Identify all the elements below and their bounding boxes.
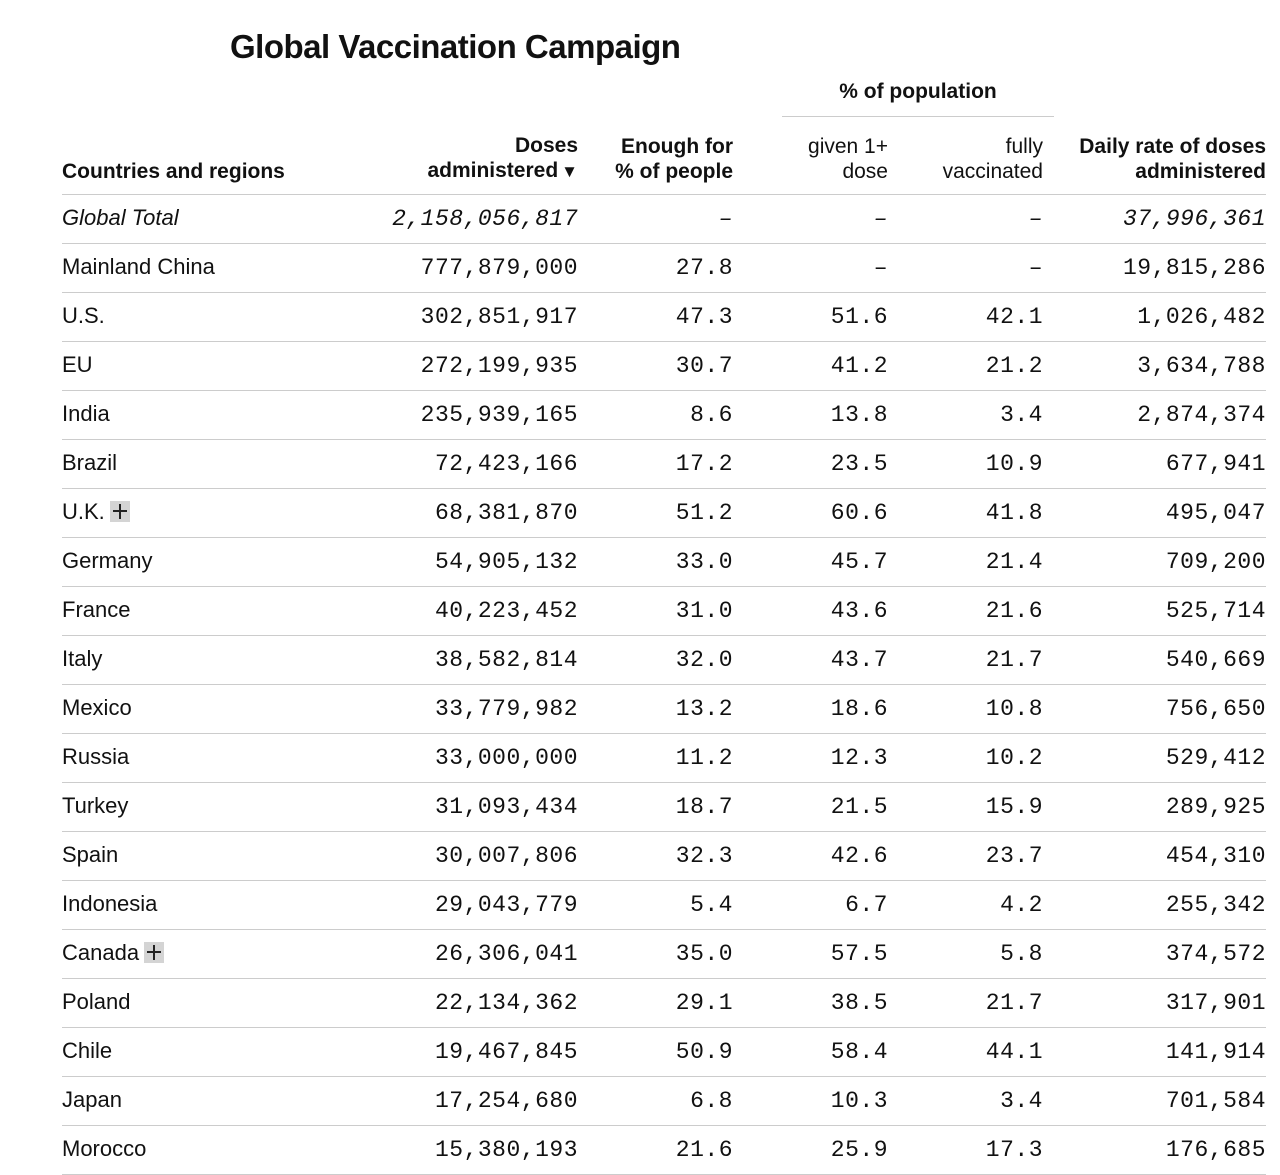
doses-cell: 777,879,000	[382, 244, 578, 293]
table-header-row	[62, 116, 1266, 195]
fully-cell: 41.8	[888, 489, 1043, 538]
region-name-cell	[62, 342, 382, 391]
daily-cell: 529,412	[1043, 734, 1266, 783]
enough-cell: 35.0	[578, 930, 733, 979]
region-name-cell	[62, 244, 382, 293]
region-name-cell	[62, 832, 382, 881]
daily-cell: 677,941	[1043, 440, 1266, 489]
table-row	[62, 342, 1266, 391]
table-row	[62, 538, 1266, 587]
table-row	[62, 832, 1266, 881]
daily-cell: 141,914	[1043, 1028, 1266, 1077]
table-row	[62, 979, 1266, 1028]
given1-cell: 45.7	[733, 538, 888, 587]
doses-cell: 2,158,056,817	[382, 195, 578, 244]
region-name: Japan	[62, 1086, 122, 1112]
daily-cell: 454,310	[1043, 832, 1266, 881]
given1-cell: 51.6	[733, 293, 888, 342]
given1-cell: –	[733, 244, 888, 293]
daily-cell: 701,584	[1043, 1077, 1266, 1126]
table-row	[62, 685, 1266, 734]
daily-cell: 289,925	[1043, 783, 1266, 832]
region-name: Spain	[62, 841, 119, 867]
table-row	[62, 881, 1266, 930]
doses-cell: 29,043,779	[382, 881, 578, 930]
table-body	[62, 195, 1266, 1175]
given1-cell: 23.5	[733, 440, 888, 489]
region-name: Indonesia	[62, 890, 158, 916]
table-row	[62, 587, 1266, 636]
region-name-cell	[62, 1126, 382, 1175]
column-header-daily-rate[interactable]: Daily rate of doses administered	[1043, 116, 1266, 195]
fully-cell: 21.7	[888, 979, 1043, 1028]
fully-cell: 15.9	[888, 783, 1043, 832]
given1-cell: 60.6	[733, 489, 888, 538]
region-name: Chile	[62, 1037, 113, 1063]
daily-cell: 3,634,788	[1043, 342, 1266, 391]
enough-cell: 17.2	[578, 440, 733, 489]
fully-cell: 5.8	[888, 930, 1043, 979]
sort-down-icon: ▼	[561, 162, 578, 181]
enough-cell: 18.7	[578, 783, 733, 832]
column-header-countries[interactable]: Countries and regions	[62, 116, 382, 195]
given1-cell: 6.7	[733, 881, 888, 930]
given1-cell: 42.6	[733, 832, 888, 881]
daily-cell: 374,572	[1043, 930, 1266, 979]
region-name-cell	[62, 293, 382, 342]
region-name-cell	[62, 195, 382, 244]
table-row	[62, 440, 1266, 489]
given1-cell: 57.5	[733, 930, 888, 979]
vaccination-table	[62, 116, 1266, 1175]
fully-cell: 23.7	[888, 832, 1043, 881]
fully-cell: 10.2	[888, 734, 1043, 783]
region-name-cell	[62, 440, 382, 489]
doses-cell: 33,779,982	[382, 685, 578, 734]
fully-cell: 4.2	[888, 881, 1043, 930]
column-header-fully-vaccinated[interactable]: fully vaccinated	[888, 116, 1043, 195]
region-name-cell	[62, 391, 382, 440]
column-header-doses[interactable]	[382, 116, 578, 195]
table-row	[62, 489, 1266, 538]
doses-cell: 235,939,165	[382, 391, 578, 440]
region-name: Morocco	[62, 1135, 147, 1161]
doses-cell: 33,000,000	[382, 734, 578, 783]
enough-cell: 32.3	[578, 832, 733, 881]
doses-cell: 22,134,362	[382, 979, 578, 1028]
region-name: Russia	[62, 743, 130, 769]
doses-cell: 54,905,132	[382, 538, 578, 587]
fully-cell: 21.4	[888, 538, 1043, 587]
region-name: Turkey	[62, 792, 129, 818]
daily-cell: 19,815,286	[1043, 244, 1266, 293]
region-name-cell	[62, 881, 382, 930]
table-row	[62, 734, 1266, 783]
doses-cell: 31,093,434	[382, 783, 578, 832]
region-name-cell	[62, 685, 382, 734]
enough-cell: 8.6	[578, 391, 733, 440]
table-row-total	[62, 195, 1266, 244]
table-row	[62, 293, 1266, 342]
daily-cell: 2,874,374	[1043, 391, 1266, 440]
fully-cell: 21.6	[888, 587, 1043, 636]
region-name-cell	[62, 1028, 382, 1077]
daily-cell: 37,996,361	[1043, 195, 1266, 244]
region-name: Canada	[62, 939, 140, 965]
fully-cell: 21.2	[888, 342, 1043, 391]
enough-cell: –	[578, 195, 733, 244]
region-name: Brazil	[62, 449, 118, 475]
enough-cell: 11.2	[578, 734, 733, 783]
region-name: France	[62, 596, 131, 622]
fully-cell: 17.3	[888, 1126, 1043, 1175]
table-row	[62, 1126, 1266, 1175]
doses-cell: 19,467,845	[382, 1028, 578, 1077]
enough-cell: 30.7	[578, 342, 733, 391]
fully-cell: –	[888, 195, 1043, 244]
population-group-header: % of population	[782, 80, 1054, 117]
daily-cell: 317,901	[1043, 979, 1266, 1028]
given1-cell: 43.7	[733, 636, 888, 685]
region-name: Mexico	[62, 694, 132, 720]
enough-cell: 21.6	[578, 1126, 733, 1175]
region-name-cell	[62, 1077, 382, 1126]
daily-cell: 1,026,482	[1043, 293, 1266, 342]
doses-cell: 68,381,870	[382, 489, 578, 538]
enough-cell: 47.3	[578, 293, 733, 342]
given1-cell: 18.6	[733, 685, 888, 734]
daily-cell: 495,047	[1043, 489, 1266, 538]
fully-cell: 3.4	[888, 391, 1043, 440]
region-name-cell	[62, 636, 382, 685]
region-name: Germany	[62, 547, 153, 573]
given1-cell: 43.6	[733, 587, 888, 636]
enough-cell: 33.0	[578, 538, 733, 587]
region-name-cell	[62, 538, 382, 587]
fully-cell: –	[888, 244, 1043, 293]
region-name-cell	[62, 489, 382, 538]
doses-cell: 30,007,806	[382, 832, 578, 881]
region-name-cell	[62, 783, 382, 832]
column-header-enough[interactable]: Enough for % of people	[578, 116, 733, 195]
doses-cell: 26,306,041	[382, 930, 578, 979]
given1-cell: 38.5	[733, 979, 888, 1028]
given1-cell: 41.2	[733, 342, 888, 391]
enough-cell: 13.2	[578, 685, 733, 734]
region-name-cell	[62, 734, 382, 783]
given1-cell: 12.3	[733, 734, 888, 783]
plus-icon[interactable]	[110, 501, 130, 522]
doses-cell: 72,423,166	[382, 440, 578, 489]
table-row	[62, 244, 1266, 293]
enough-cell: 29.1	[578, 979, 733, 1028]
column-header-doses-label: Doses administered	[427, 134, 578, 182]
doses-cell: 15,380,193	[382, 1126, 578, 1175]
enough-cell: 50.9	[578, 1028, 733, 1077]
table-row	[62, 636, 1266, 685]
given1-cell: 13.8	[733, 391, 888, 440]
enough-cell: 6.8	[578, 1077, 733, 1126]
given1-cell: –	[733, 195, 888, 244]
given1-cell: 25.9	[733, 1126, 888, 1175]
daily-cell: 255,342	[1043, 881, 1266, 930]
given1-cell: 21.5	[733, 783, 888, 832]
region-name-cell	[62, 979, 382, 1028]
fully-cell: 21.7	[888, 636, 1043, 685]
region-name: India	[62, 400, 110, 426]
fully-cell: 44.1	[888, 1028, 1043, 1077]
region-name-cell	[62, 930, 382, 979]
doses-cell: 17,254,680	[382, 1077, 578, 1126]
region-name: Poland	[62, 988, 131, 1014]
daily-cell: 756,650	[1043, 685, 1266, 734]
enough-cell: 5.4	[578, 881, 733, 930]
daily-cell: 176,685	[1043, 1126, 1266, 1175]
enough-cell: 31.0	[578, 587, 733, 636]
enough-cell: 32.0	[578, 636, 733, 685]
column-header-given-one-dose[interactable]: given 1+ dose	[733, 116, 888, 195]
given1-cell: 10.3	[733, 1077, 888, 1126]
doses-cell: 302,851,917	[382, 293, 578, 342]
fully-cell: 10.9	[888, 440, 1043, 489]
given1-cell: 58.4	[733, 1028, 888, 1077]
enough-cell: 51.2	[578, 489, 733, 538]
table-row	[62, 783, 1266, 832]
fully-cell: 3.4	[888, 1077, 1043, 1126]
region-name: Italy	[62, 645, 103, 671]
region-name: Mainland China	[62, 253, 215, 279]
daily-cell: 540,669	[1043, 636, 1266, 685]
table-row	[62, 930, 1266, 979]
daily-cell: 709,200	[1043, 538, 1266, 587]
region-name: U.S.	[62, 302, 105, 328]
table-row	[62, 391, 1266, 440]
fully-cell: 10.8	[888, 685, 1043, 734]
page-title: Global Vaccination Campaign	[230, 28, 681, 65]
doses-cell: 272,199,935	[382, 342, 578, 391]
region-name: Global Total	[62, 204, 179, 230]
plus-icon[interactable]	[144, 942, 164, 963]
region-name: EU	[62, 351, 93, 377]
doses-cell: 40,223,452	[382, 587, 578, 636]
table-row	[62, 1028, 1266, 1077]
doses-cell: 38,582,814	[382, 636, 578, 685]
daily-cell: 525,714	[1043, 587, 1266, 636]
table-row	[62, 1077, 1266, 1126]
region-name-cell	[62, 587, 382, 636]
enough-cell: 27.8	[578, 244, 733, 293]
fully-cell: 42.1	[888, 293, 1043, 342]
region-name: U.K.	[62, 498, 105, 524]
